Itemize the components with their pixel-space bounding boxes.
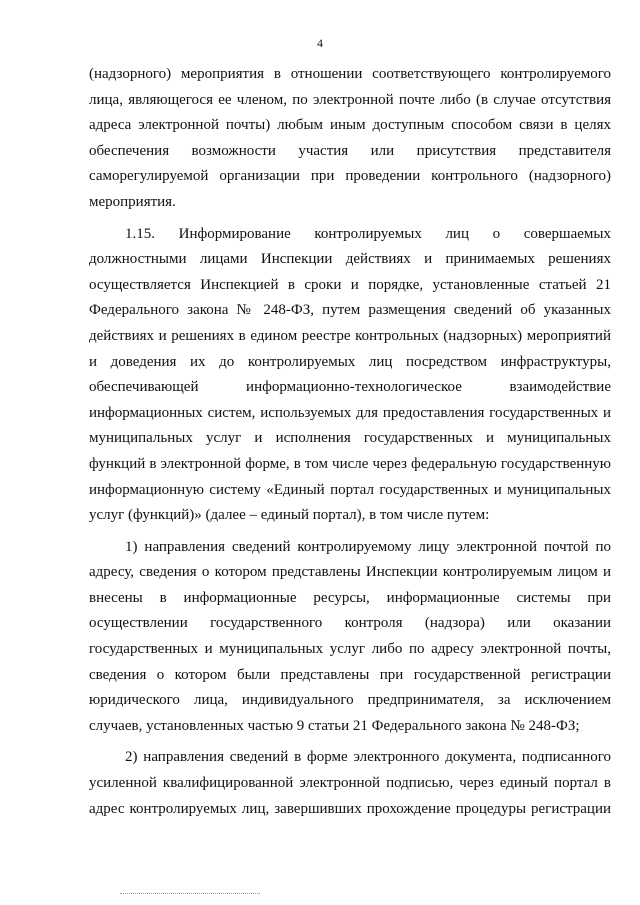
text-line: муниципальных услуг и исполнения государственных и муниципальных (89, 430, 611, 447)
text-line: (надзорного) мероприятия в отношении соответствующего контролируемого (89, 66, 611, 82)
text-line: обеспечивающей информационно-технологическое взаимодействие (89, 379, 611, 396)
text-line: Федерального закона № 248-ФЗ, путем размещения сведений об указанных (89, 302, 611, 319)
text-line: случаев, установленных частью 9 статьи 21 Федерального закона № 248-ФЗ; (89, 717, 580, 734)
text-line: мероприятия. (89, 193, 176, 210)
document-body (89, 62, 611, 822)
paragraph-item-1 (89, 535, 611, 740)
text-line: сведения о котором были представлены при государственной регистрации (89, 666, 611, 683)
text-line: внесены в информационные ресурсы, информационные системы при (89, 589, 611, 606)
page-number: 4 (317, 36, 323, 50)
text-line: саморегулируемой организации при проведении контрольного (надзорного) (89, 168, 611, 185)
text-line: услуг (функций)» (далее – единый портал), в том числе путем: (89, 507, 490, 524)
text-line: адрес контролируемых лиц, завершивших прохождение процедуры регистрации (89, 800, 611, 817)
text-line: адресу, сведения о котором представлены Инспекции контролируемым лицом и (89, 564, 611, 581)
text-line: осуществлении государственного контроля (надзора) или оказании (89, 615, 611, 632)
text-line: информационную систему «Единый портал государственных и муниципальных (89, 481, 611, 498)
text-line: 2) направления сведений в форме электронного документа, подписанного (125, 749, 611, 766)
text-line: 1) направления сведений контролируемому лицу электронной почтой по (125, 538, 611, 555)
paragraph-item-2 (89, 745, 611, 822)
text-line: и доведения их до контролируемых лиц посредством инфраструктуры, (89, 353, 611, 370)
text-line: действиях и решениях в едином реестре контрольных (надзорных) мероприятий (89, 327, 611, 344)
text-line: функций в электронной форме, в том числе через федеральную государственную (89, 455, 611, 472)
text-line: осуществляется Инспекцией в сроки и порядке, установленные статьей 21 (89, 276, 611, 293)
scan-artifact-line (120, 893, 260, 894)
text-line: государственных и муниципальных услуг либо по адресу электронной почты, (89, 641, 611, 658)
text-line: адреса электронной почты) любым иным доступным способом связи в целях (89, 117, 611, 134)
text-line: должностными лицами Инспекции действиях и принимаемых решениях (89, 251, 611, 268)
paragraph-clause-1-15 (89, 222, 611, 529)
text-line: информационных систем, используемых для предоставления государственных и (89, 404, 611, 421)
paragraph-continuation (89, 62, 611, 216)
text-line: лица, являющегося ее членом, по электронной почте либо (в случае отсутствия (89, 91, 611, 108)
text-line: 1.15. Информирование контролируемых лиц о совершаемых (125, 225, 611, 242)
text-line: усиленной квалифицированной электронной подписью, через единый портал в (89, 775, 611, 792)
text-line: юридического лица, индивидуального предпринимателя, за исключением (89, 692, 611, 709)
text-line: обеспечения возможности участия или присутствия представителя (89, 142, 611, 159)
